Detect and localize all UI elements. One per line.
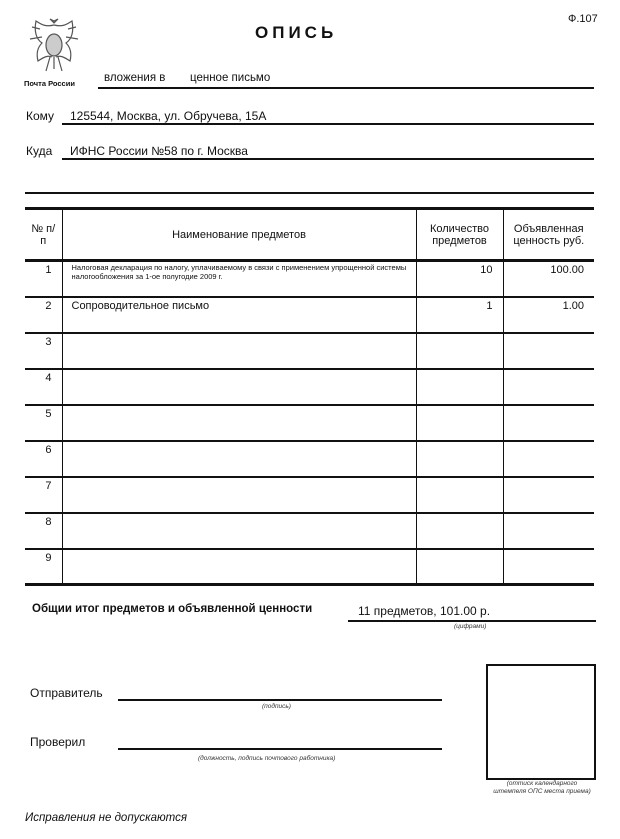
post-logo [24,17,84,88]
table-row [25,477,594,513]
row-name[interactable] [62,405,416,441]
row-number: 5 [25,405,62,441]
col-header-number: № п/п [25,209,62,261]
col-header-value: Объявленная ценность руб. [503,209,594,261]
row-name[interactable]: Налоговая декларация по налогу, уплачиваемому в связи с применением упрощенной системы налогообложения за 1-ое полугодие 2009 г. [62,261,416,297]
table-row [25,513,594,549]
row-value[interactable] [503,477,594,513]
form-code: Ф.107 [568,13,598,25]
row-value[interactable]: 100.00 [503,261,594,297]
table-row [25,441,594,477]
to-label: Кому [26,109,55,123]
row-value[interactable] [503,333,594,369]
enclosure-value[interactable]: ценное письмо [190,72,271,84]
row-quantity[interactable]: 1 [416,297,503,333]
col-header-quantity: Количество предметов [416,209,503,261]
enclosure-label: вложения в [104,72,166,84]
col-header-name: Наименование предметов [62,209,416,261]
where-underline [62,158,594,160]
table-row [25,297,594,333]
row-number: 4 [25,369,62,405]
where-value[interactable]: ИФНС России №58 по г. Москва [70,144,248,158]
row-value[interactable]: 1.00 [503,297,594,333]
row-value[interactable] [503,369,594,405]
row-name[interactable]: Сопроводительное письмо [62,297,416,333]
row-quantity[interactable] [416,513,503,549]
sender-note: (подпись) [262,703,291,710]
row-name[interactable] [62,477,416,513]
row-value[interactable] [503,513,594,549]
row-quantity[interactable] [416,441,503,477]
items-table [25,207,594,586]
stamp-box [486,664,596,780]
row-number: 2 [25,297,62,333]
to-underline [62,123,594,125]
checked-label: Проверил [30,735,86,749]
row-quantity[interactable] [416,333,503,369]
row-name[interactable] [62,441,416,477]
row-number: 1 [25,261,62,297]
row-value[interactable] [503,441,594,477]
checked-note: (должность, подпись почтового работника) [198,755,336,762]
row-name[interactable] [62,333,416,369]
row-quantity[interactable] [416,369,503,405]
row-quantity[interactable] [416,477,503,513]
where-label: Куда [26,144,53,158]
row-quantity[interactable] [416,549,503,585]
to-value[interactable]: 125544, Москва, ул. Обручева, 15А [70,109,267,123]
total-underline [348,620,596,622]
checked-signature-line[interactable] [118,748,442,750]
total-note: (цифрами) [454,623,487,630]
address-extra-line [25,192,594,194]
row-number: 3 [25,333,62,369]
sender-label: Отправитель [30,686,103,700]
row-value[interactable] [503,405,594,441]
row-name[interactable] [62,549,416,585]
row-quantity[interactable]: 10 [416,261,503,297]
table-header-row [25,209,594,261]
row-name[interactable] [62,369,416,405]
total-value[interactable]: 11 предметов, 101.00 р. [358,604,491,618]
row-number: 7 [25,477,62,513]
row-value[interactable] [503,549,594,585]
table-row [25,549,594,585]
eagle-emblem-icon [24,17,84,75]
table-row [25,261,594,297]
page-title: ОПИСЬ [255,23,338,42]
sender-signature-line[interactable] [118,699,442,701]
row-name[interactable] [62,513,416,549]
row-number: 6 [25,441,62,477]
stamp-note: (оттиск календарного штемпеля ОПС места приема) [493,780,591,795]
logo-text: Почта России [24,79,75,88]
footer-note: Исправления не допускаются [25,812,187,824]
total-label: Общии итог предметов и объявленной ценности [32,603,313,615]
row-number: 8 [25,513,62,549]
enclosure-underline [98,87,594,89]
table-row [25,369,594,405]
table-row [25,405,594,441]
row-number: 9 [25,549,62,585]
table-row [25,333,594,369]
row-quantity[interactable] [416,405,503,441]
